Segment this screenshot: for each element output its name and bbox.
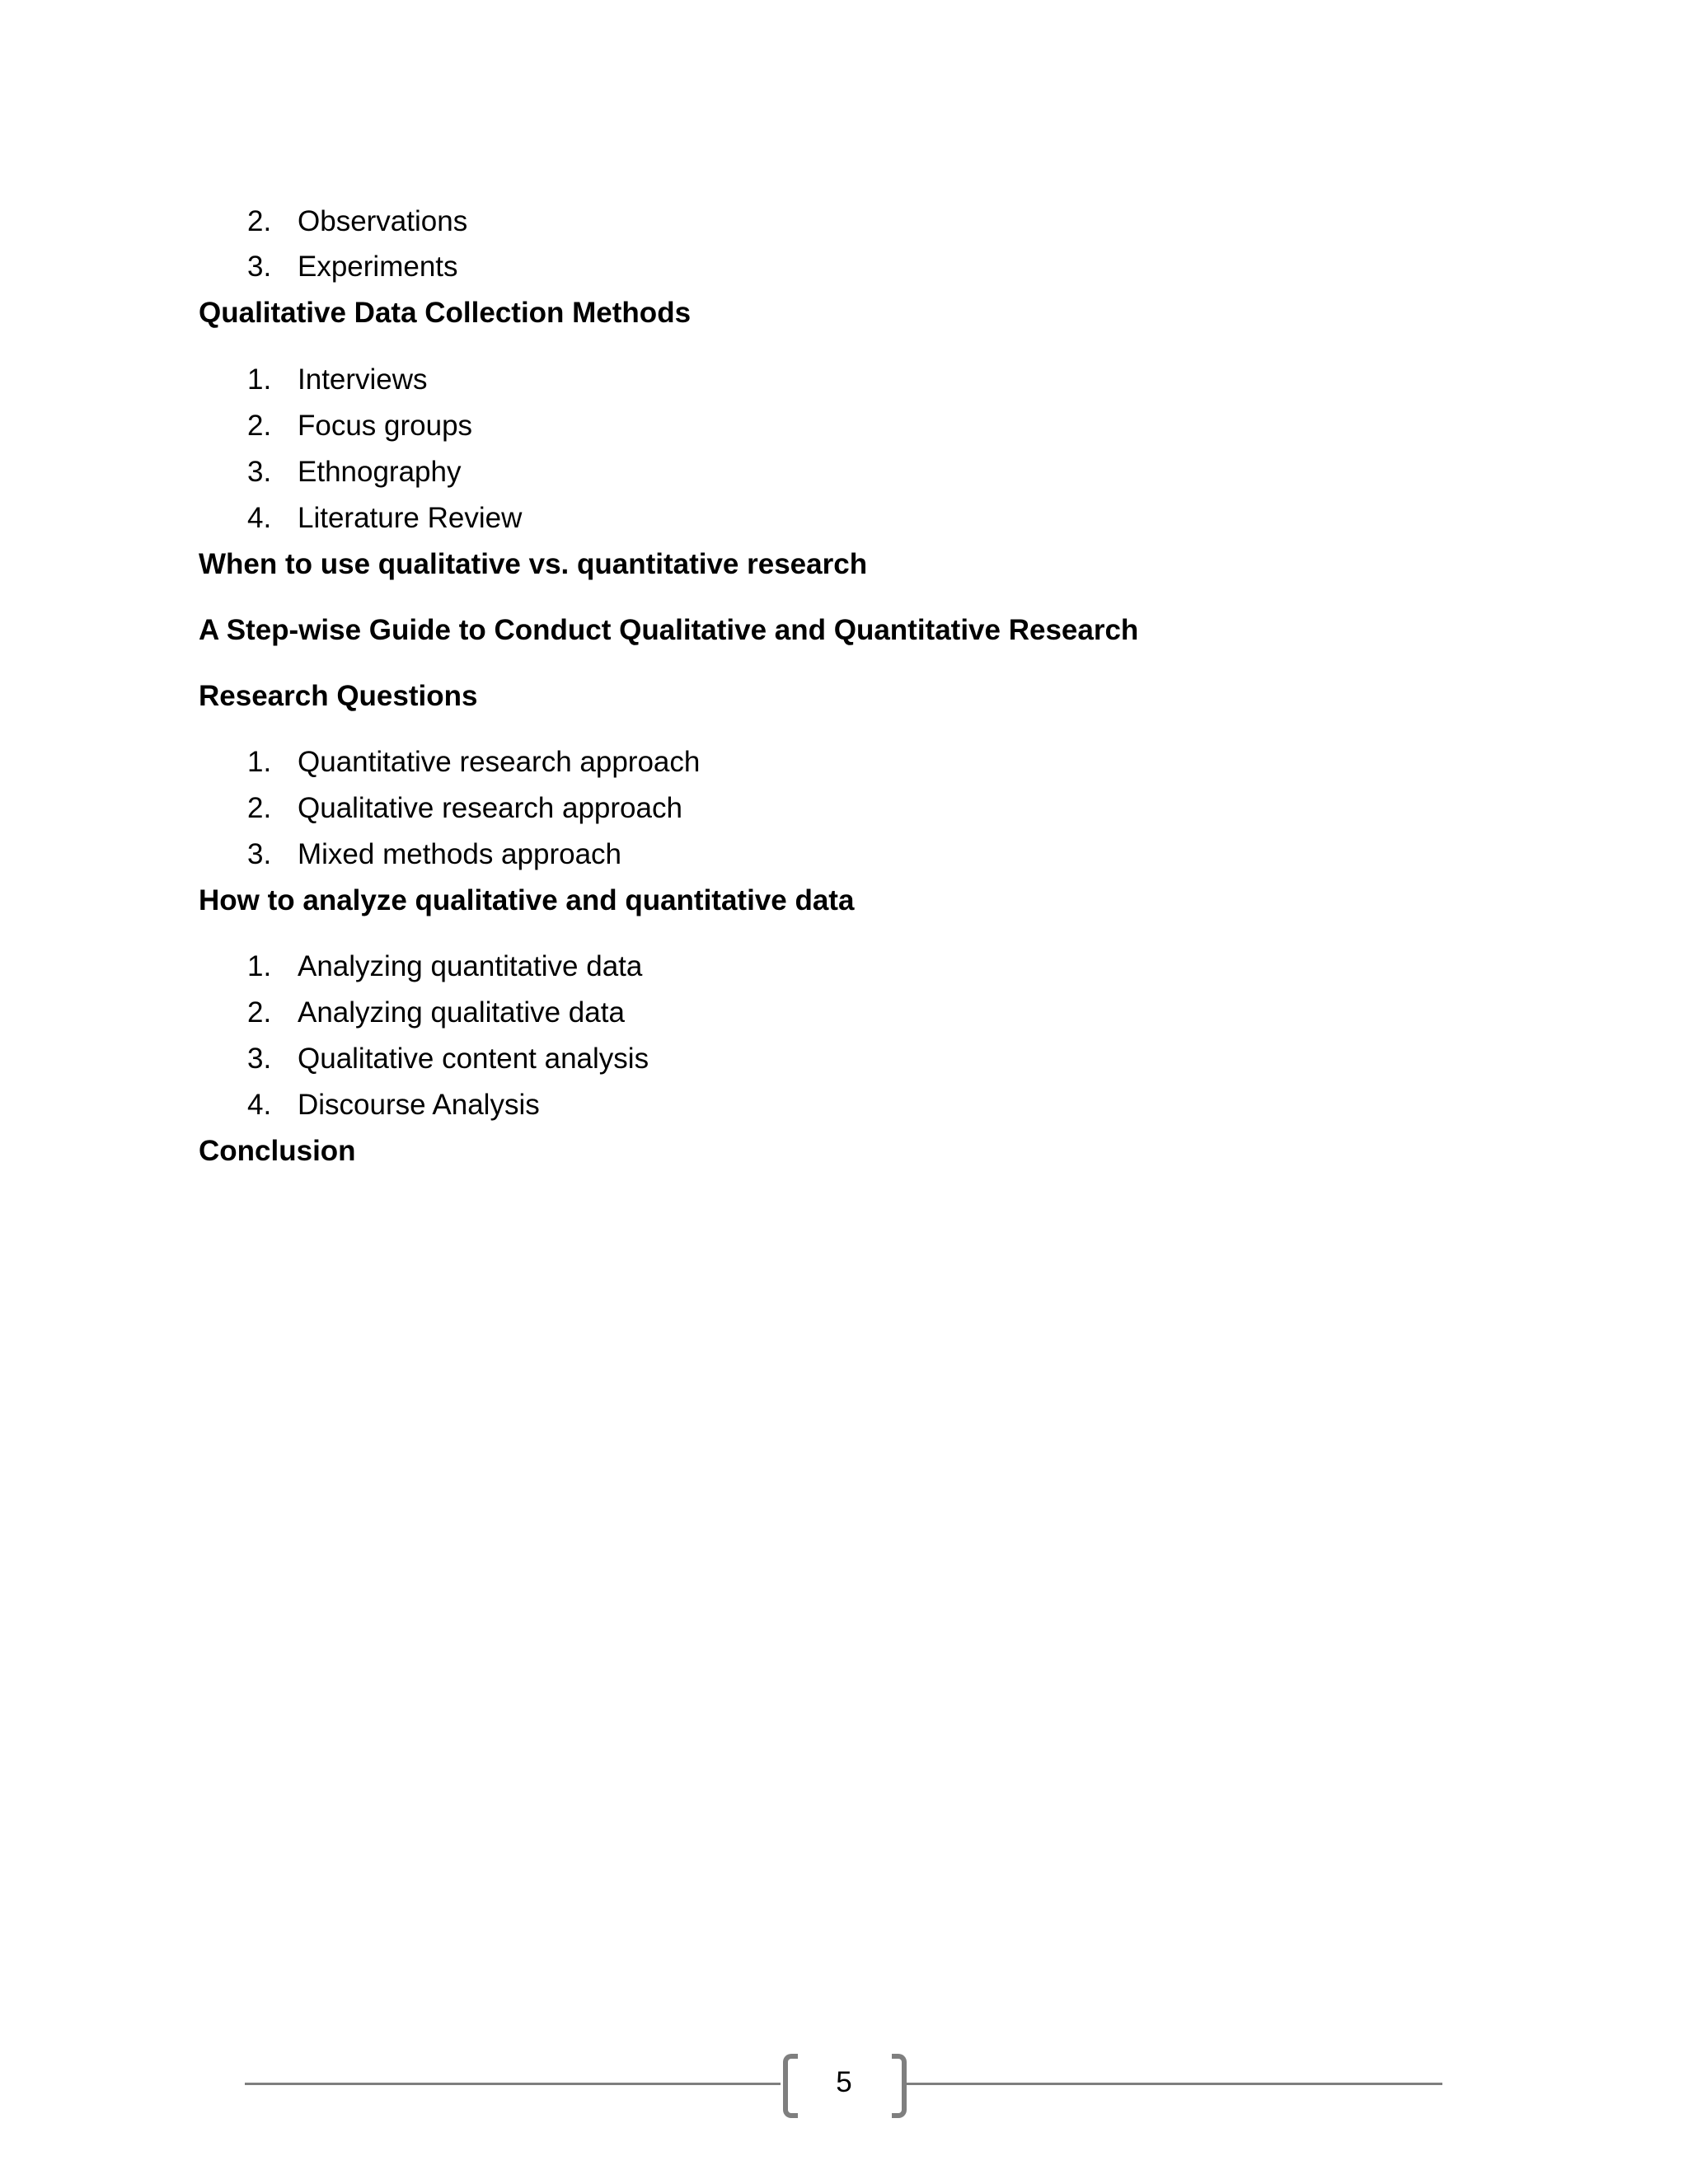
section-heading: When to use qualitative vs. quantitative research — [199, 548, 868, 580]
list-item-number: 2. — [247, 996, 272, 1029]
list-item-number: 3. — [247, 251, 272, 283]
list-item-text: Analyzing quantitative data — [298, 950, 643, 982]
list-item-text: Qualitative research approach — [298, 792, 682, 824]
list-item-text: Analyzing qualitative data — [298, 996, 625, 1029]
footer-bracket-right — [892, 2054, 907, 2118]
list-item-text: Focus groups — [298, 410, 473, 442]
footer-bracket-left — [783, 2054, 798, 2118]
list-item-number: 3. — [247, 1043, 272, 1075]
list-item-number: 4. — [247, 502, 272, 534]
section-heading: How to analyze qualitative and quantitative data — [199, 884, 855, 916]
section-heading: Qualitative Data Collection Methods — [199, 297, 692, 329]
footer-rule-left — [245, 2083, 781, 2085]
list-item-number: 1. — [247, 746, 272, 778]
page-number: 5 — [836, 2066, 852, 2098]
list-item-text: Quantitative research approach — [298, 746, 701, 778]
list-item-number: 1. — [247, 363, 272, 396]
list-item-text: Literature Review — [298, 502, 523, 534]
list-item-number: 2. — [247, 792, 272, 824]
list-item-text: Qualitative content analysis — [298, 1043, 649, 1075]
list-item-number: 3. — [247, 838, 272, 870]
section-heading: A Step-wise Guide to Conduct Qualitative and Quantitative Research — [199, 614, 1139, 646]
list-item-text: Ethnography — [298, 456, 462, 488]
list-item-number: 3. — [247, 456, 272, 488]
list-item-number: 4. — [247, 1089, 272, 1121]
list-item-text: Observations — [298, 205, 468, 237]
list-item-number: 2. — [247, 410, 272, 442]
section-heading: Conclusion — [199, 1135, 356, 1167]
list-item-text: Experiments — [298, 251, 458, 283]
list-item-number: 1. — [247, 950, 272, 982]
list-item-text: Interviews — [298, 363, 428, 396]
list-item-number: 2. — [247, 205, 272, 237]
section-heading: Research Questions — [199, 680, 478, 712]
list-item-text: Discourse Analysis — [298, 1089, 540, 1121]
footer-rule-right — [905, 2083, 1442, 2085]
list-item-text: Mixed methods approach — [298, 838, 621, 870]
